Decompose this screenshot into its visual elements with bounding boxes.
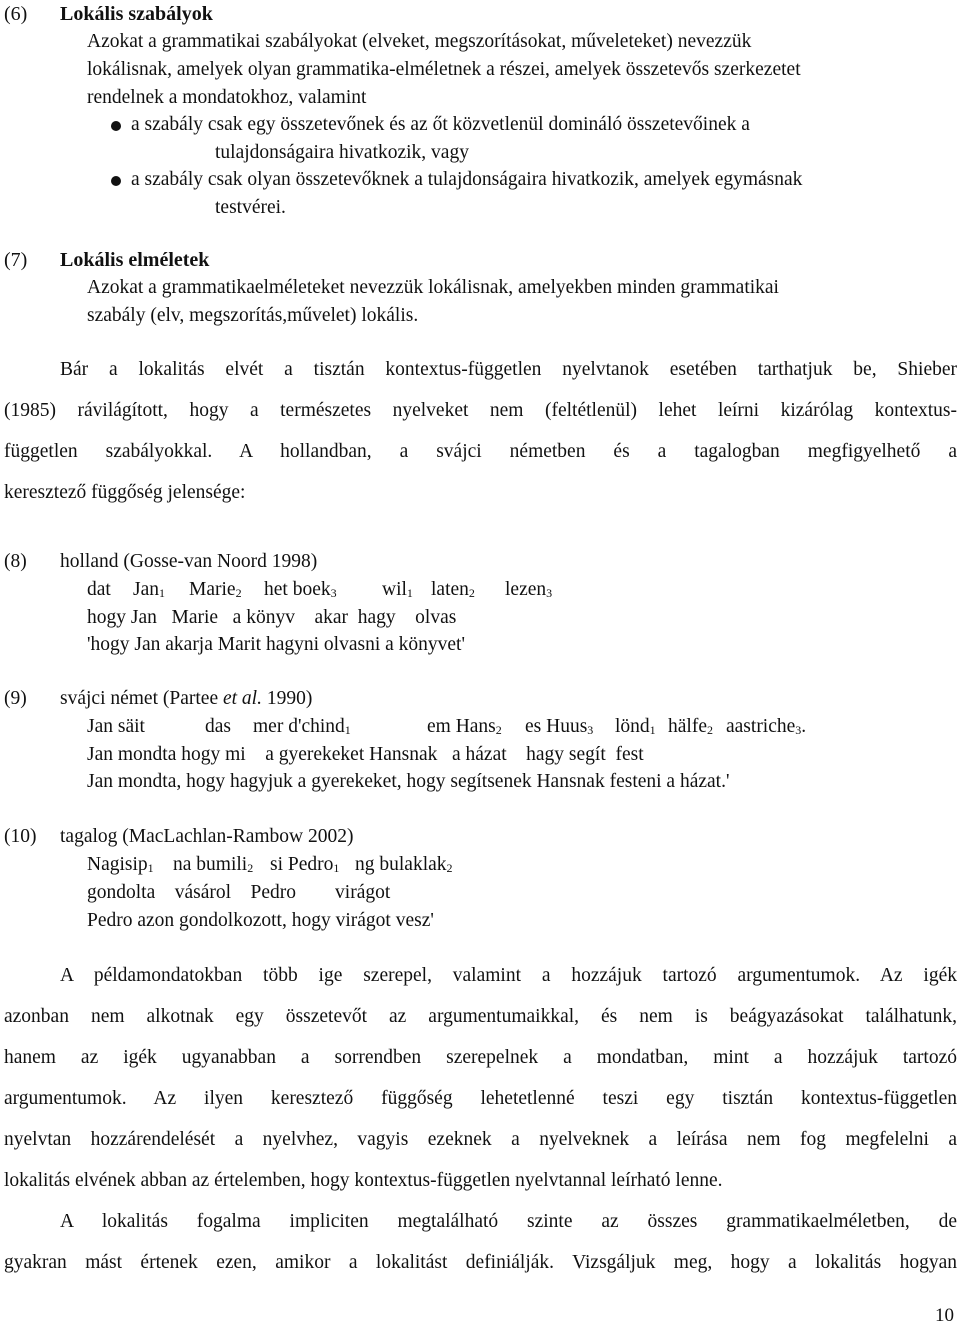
ex9-translation: Jan mondta, hogy hagyjuk a gyerekeket, hogy segítsenek Hansnak festeni a házat.' <box>87 771 730 792</box>
ex6-line3: rendelnek a mondatokhoz, valamint <box>87 87 367 108</box>
ex10-translation-words: gondolta vásárol Pedro virágot <box>87 882 391 903</box>
gloss-word: lezen$_3$ <box>505 579 553 600</box>
para2-line4: argumentumok. Az ilyen keresztező függőség lehetetlenné teszi egy tisztán kontextus-független <box>4 1088 957 1109</box>
ex7-line1: Azokat a grammatikaelméleteket nevezzük lokálisnak, amelyekben minden grammatikai <box>87 277 779 298</box>
example-10-title: tagalog (MacLachlan-Rambow 2002) <box>60 826 354 847</box>
gloss-word: si Pedro$_1$ <box>270 854 340 875</box>
ex6-line2: lokálisnak, amelyek olyan grammatika-elméletnek a részei, amelyek összetevős szerkezetet <box>87 59 801 80</box>
gloss-word: das <box>205 716 231 737</box>
ex8-translation: 'hogy Jan akarja Marit hagyni olvasni a könyvet' <box>87 634 465 655</box>
ex7-line2: szabály (elv, megszorítás,művelet) lokális. <box>87 305 419 326</box>
para2-line6: lokalitás elvének abban az értelemben, hogy kontextus-független nyelvtannal leírható lenne. <box>4 1170 723 1191</box>
ex6-bullet1-line1: a szabály csak egy összetevőnek és az őt közvetlenül domináló összetevőinek a <box>131 114 750 135</box>
gloss-word: Jan säit <box>87 716 145 737</box>
ex6-bullet2-line2: testvérei. <box>215 197 286 218</box>
gloss-word: em Hans$_2$ <box>427 716 502 737</box>
gloss-word: wil$_1$ <box>382 579 413 600</box>
para1-line4: keresztező függőség jelensége: <box>4 482 246 503</box>
para1-line3: független szabályokkal. A hollandban, a svájci németben és a tagalogban megfigyelhető a <box>4 441 957 462</box>
para3-line2: gyakran mást értenek ezen, amikor a lokalitást definiálják. Vizsgáljuk meg, hogy a lokalitás hogyan <box>4 1252 957 1273</box>
ex6-bullet2-line1: a szabály csak olyan összetevőknek a tulajdonságaira hivatkozik, amelyek egymásnak <box>131 169 803 190</box>
para3-line1: A lokalitás fogalma impliciten megtalálható szinte az összes grammatikaelméletben, de <box>60 1211 957 1232</box>
para1-line2: (1985) rávilágított, hogy a természetes nyelveket nem (feltétlenül) lehet leírni kizárólag kontextus- <box>4 400 957 421</box>
gloss-word: aastriche$_3$. <box>726 716 807 737</box>
ex8-translation-words: hogy Jan Marie a könyv akar hagy olvas <box>87 607 457 628</box>
example-9-title: svájci német (Partee et al. 1990) <box>60 688 313 709</box>
para2-line1: A példamondatokban több ige szerepel, valamint a hozzájuk tartozó argumentumok. Az igék <box>60 965 957 986</box>
bullet-icon <box>111 121 121 131</box>
gloss-word: mer d'chind$_1$ <box>253 716 351 737</box>
ex6-line1: Azokat a grammatikai szabályokat (elveket, megszorításokat, műveleteket) nevezzük <box>87 31 752 52</box>
para1-line1: Bár a lokalitás elvét a tisztán kontextus-független nyelvtanok esetében tarthatjuk be, Shieber <box>60 359 957 380</box>
gloss-word: Marie$_2$ <box>189 579 242 600</box>
gloss-word: hälfe$_2$ <box>668 716 713 737</box>
gloss-word: het boek$_3$ <box>264 579 337 600</box>
ex6-bullet1-line2: tulajdonságaira hivatkozik, vagy <box>215 142 469 163</box>
example-9-number: (9) <box>4 688 27 709</box>
gloss-word: na bumili$_2$ <box>173 854 254 875</box>
example-8-title: holland (Gosse-van Noord 1998) <box>60 551 318 572</box>
ex10-translation: Pedro azon gondolkozott, hogy virágot vesz' <box>87 910 434 931</box>
ex10-gloss-line <box>87 855 453 875</box>
gloss-word: ng bulaklak$_2$ <box>355 854 453 875</box>
para2-line3: hanem az igék ugyanabban a sorrendben szerepelnek a mondatban, mint a hozzájuk tartozó <box>4 1047 957 1068</box>
para2-line5: nyelvtan hozzárendelését a nyelvhez, vagyis ezeknek a nyelveknek a leírása nem fog megfelelni a <box>4 1129 957 1150</box>
gloss-word: Nagisip$_1$ <box>87 854 154 875</box>
para2-line2: azonban nem alkotnak egy összetevőt az argumentumaikkal, és nem is beágyazásokat találhatunk, <box>4 1006 957 1027</box>
bullet-icon <box>111 176 121 186</box>
ex9-translation-words: Jan mondta hogy mi a gyerekeket Hansnak a házat hagy segít fest <box>87 744 644 765</box>
ex8-gloss-line <box>87 580 552 600</box>
example-10-number: (10) <box>4 826 37 847</box>
example-8-number: (8) <box>4 551 27 572</box>
ex9-gloss-line <box>87 717 806 737</box>
gloss-word: lönd$_1$ <box>615 716 656 737</box>
gloss-word: dat <box>87 579 111 600</box>
gloss-word: laten$_2$ <box>431 579 475 600</box>
example-6-title: Lokális szabályok <box>60 3 213 25</box>
example-7-title: Lokális elméletek <box>60 249 210 271</box>
example-7-number: (7) <box>4 249 28 271</box>
gloss-word: es Huus$_3$ <box>525 716 594 737</box>
page-number: 10 <box>935 1305 954 1326</box>
gloss-word: Jan$_1$ <box>133 579 165 600</box>
example-6-number: (6) <box>4 3 28 25</box>
